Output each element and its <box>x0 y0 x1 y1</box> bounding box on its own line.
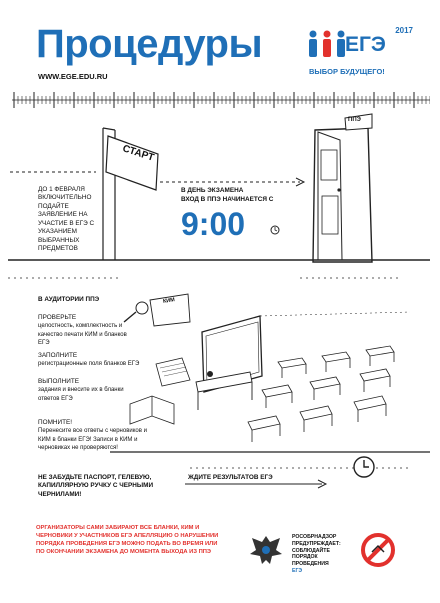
logo-year: 2017 <box>395 26 413 35</box>
check-text: целостность, комплектность и качество печати КИМ и бланков ЕГЭ <box>38 323 127 346</box>
results-divider <box>0 478 440 494</box>
logo-name: ЕГЭ <box>345 33 386 56</box>
remember-text: Перенесите все ответы с черновиков и КИМ в бланки ЕГЭ! Записи в КИМ и черновиках не проверяются! <box>38 428 147 451</box>
exam-day-line2: ВХОД В ППЭ НАЧИНАЕТСЯ С <box>181 196 274 203</box>
ege-logo <box>305 25 417 83</box>
organizers-warning: ОРГАНИЗАТОРЫ САМИ ЗАБИРАЮТ ВСЕ БЛАНКИ, КИМ И ЧЕРНОВИКИ У УЧАСТНИКОВ ЕГЭ АПЕЛЛЯЦИЮ О НАРУШЕНИИ ПОРЯДКА ПРОВЕДЕНИЯ ЕГЭ МОЖНО ПОДАТЬ ВО ВРЕМЯ ИЛИ ПО ОКОНЧАНИИ ЭКЗАМЕНА ДО МОМЕНТА ВЫХОДА ИЗ ППЭ <box>36 525 219 556</box>
fill-title: ЗАПОЛНИТЕ <box>38 352 78 359</box>
kim-label: КИМ <box>162 297 176 305</box>
exam-day-line1: В ДЕНЬ ЭКЗАМЕНА <box>181 187 244 194</box>
website-link[interactable]: WWW.EGE.EDU.RU <box>38 72 108 81</box>
check-title: ПРОВЕРЬТЕ <box>38 314 77 321</box>
start-sign: СТАРТ <box>121 143 156 164</box>
eagle-emblem-icon <box>246 530 286 570</box>
do-text: задания и внесите их в бланки ответов ЕГЭ <box>38 387 124 402</box>
rosobr-line1: РОСОБРНАДЗОР ПРЕДУПРЕЖДАЕТ: <box>292 534 341 547</box>
rosobr-line3: ЕГЭ <box>292 567 303 574</box>
rosobrnadzor-notice <box>292 534 354 575</box>
do-title: ВЫПОЛНИТЕ <box>38 378 79 385</box>
clock-icon <box>352 455 376 479</box>
fill-text: регистрационные поля бланков ЕГЭ <box>38 361 140 368</box>
results-text: ЖДИТЕ РЕЗУЛЬТАТОВ ЕГЭ <box>188 474 273 481</box>
people-icon <box>307 29 347 63</box>
rosobr-line2: СОБЛЮДАЙТЕ ПОРЯДОК ПРОВЕДЕНИЯ <box>292 547 330 567</box>
passport-reminder: НЕ ЗАБУДЬТЕ ПАСПОРТ, ГЕЛЕВУЮ, КАПИЛЛЯРНУЮ РУЧКУ С ЧЕРНЫМИ ЧЕРНИЛАМИ! <box>38 474 154 498</box>
prohibited-sign-icon <box>358 530 398 570</box>
classroom-illustration <box>110 292 430 472</box>
remember-title: ПОМНИТЕ! <box>38 419 73 426</box>
ruler-divider <box>12 90 430 110</box>
auditorium-heading: В АУДИТОРИИ ППЭ <box>38 296 100 303</box>
ppe-door-sign: ППЭ <box>348 117 361 123</box>
logo-slogan: ВЫБОР БУДУЩЕГО! <box>309 67 385 76</box>
entry-time: 9:00 <box>181 206 246 242</box>
page-title: Процедуры <box>36 22 263 66</box>
step-application-text: ДО 1 ФЕВРАЛЯ ВКЛЮЧИТЕЛЬНО ПОДАЙТЕ ЗАЯВЛЕНИЕ НА УЧАСТИЕ В ЕГЭ С УКАЗАНИЕМ ВЫБРАННЫХ ПРЕДМЕТОВ <box>38 186 95 253</box>
